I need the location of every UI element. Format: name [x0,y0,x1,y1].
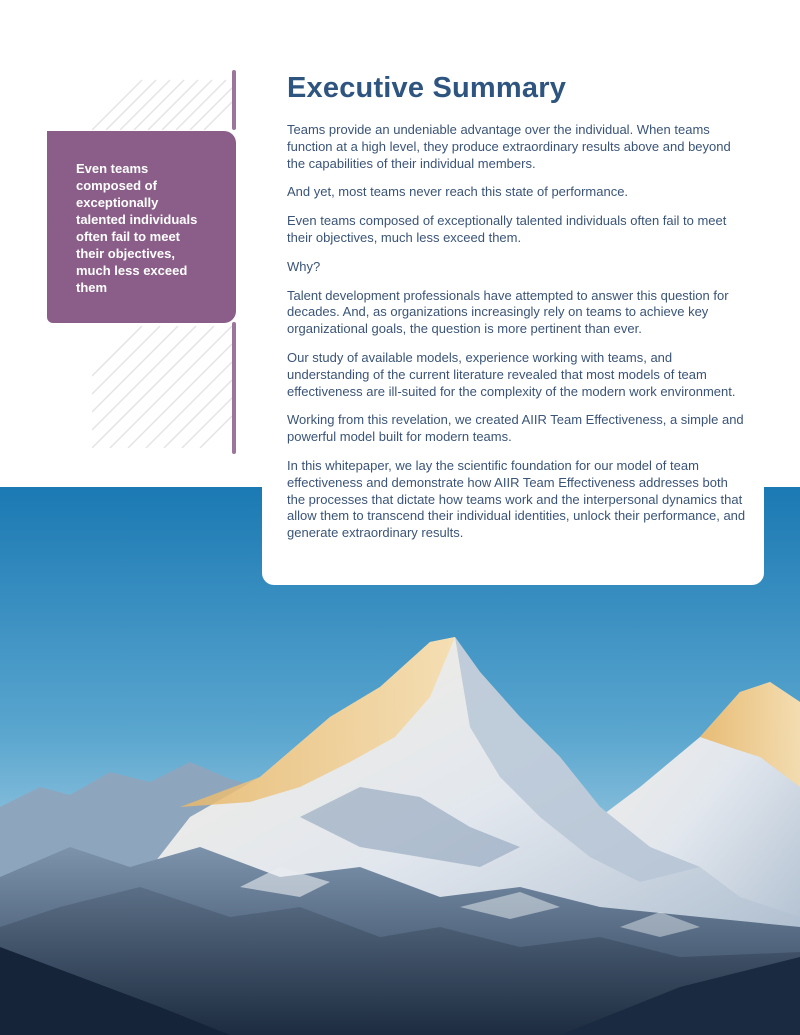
accent-rule-top [232,70,236,130]
paragraph: In this whitepaper, we lay the scientific foundation for our model of team effectiveness and demonstrate how AIIR Team Effectiveness addresses both the processes that dictate how teams work and the interpersonal dynamics that allow them to transcend their individual identities, unlock their performance, and generate extraordinary results. [287,457,746,541]
paragraph: Working from this revelation, we created AIIR Team Effectiveness, a simple and powerful model built for modern teams. [287,412,744,445]
decorative-stripes-bottom [92,326,232,448]
accent-rule-bottom [232,322,236,454]
pull-quote-box [47,131,236,323]
paragraph: Our study of available models, experience working with teams, and understanding of the current literature revealed that most models of team effectiveness are ill-suited for the complexity of the modern work environment. [287,349,736,399]
paragraph: Even teams composed of exceptionally talented individuals often fail to meet their objectives, much less exceed them. [287,213,727,245]
pull-quote-text: Even teams composed of exceptionally talented individuals often fail to meet their objectives, much less exceed them [76,161,198,295]
decorative-stripes-top [92,70,232,130]
paragraph: Teams provide an undeniable advantage over the individual. When teams function at a high level, they produce extraordinary results above and beyond the capabilities of their individual members. [287,122,731,171]
paragraph: And yet, most teams never reach this state of performance. [287,184,629,200]
body-text [287,122,749,554]
page-title: Executive Summary [287,72,567,104]
paragraph: Why? [287,258,321,274]
paragraph: Talent development professionals have attempted to answer this question for decades. And, as organizations increasingly rely on teams to achieve key organizational goals, the question is more pertinent than ever. [287,287,729,337]
